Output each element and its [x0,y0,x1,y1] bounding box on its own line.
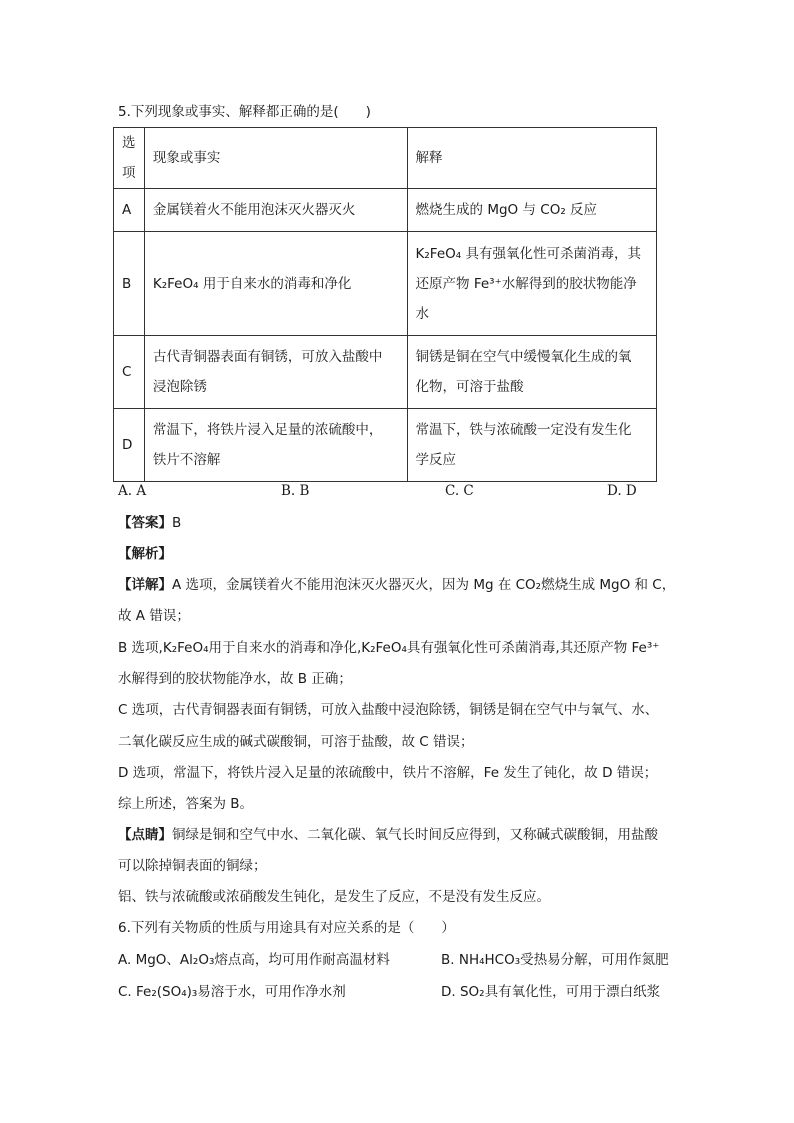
fact-line: 铁片不溶解 [152,452,221,468]
table-cell-key: B [114,232,145,336]
table-cell-fact [144,336,407,409]
fact-line: 浸泡除锈 [152,379,207,395]
table-cell-explain [407,232,656,336]
answer-label: 【答案】 [118,515,172,531]
table-cell-explain [407,336,656,409]
option-a: A. A [118,483,147,499]
detail-line: 二氧化碳反应生成的碱式碳酸铜，可溶于盐酸，故 C 错误； [118,734,474,750]
fact-line: 常温下，将铁片浸入足量的浓硫酸中， [152,422,383,438]
table-cell-explain: 燃烧生成的 MgO 与 CO₂ 反应 [407,189,656,232]
explain-line: 学反应 [415,452,457,468]
table-cell-fact: K₂FeO₄ 用于自来水的消毒和净化 [144,232,407,336]
explain-line: 化物，可溶于盐酸 [415,379,524,395]
table-header-row [114,128,657,189]
explain-line: K₂FeO₄ 具有强氧化性可杀菌消毒，其 [415,245,641,262]
detail-line: C 选项，古代青铜器表面有铜锈，可放入盐酸中浸泡除锈，铜锈是铜在空气中与氧气、水、 [118,702,659,718]
option-c: C. C [445,483,474,499]
question-6-title: 6.下列有关物质的性质与用途具有对应关系的是（ ） [118,920,455,936]
point-line [118,825,658,845]
table-header-cell: 选项 [114,128,145,189]
table-row [114,232,657,336]
question-5-title: 5.下列现象或事实、解释都正确的是( ) [118,104,371,120]
table-cell-fact: 金属镁着火不能用泡沫灭火器灭火 [144,189,407,232]
detail-label: 【详解】 [118,577,172,593]
table-cell-fact [144,409,407,482]
q6-option-a: A. MgO、Al₂O₃熔点高，均可用作耐高温材料 [118,952,390,968]
table-cell-explain [407,409,656,482]
table-cell-key: A [114,189,145,232]
point-line: 可以除掉铜表面的铜绿； [118,858,267,874]
explain-line: 还原产物 Fe³⁺水解得到的胶状物能净 [415,275,637,292]
detail-line: D 选项，常温下，将铁片浸入足量的浓硫酸中，铁片不溶解，Fe 发生了钝化，故 D 错误； [118,765,658,781]
detail-line: 故 A 错误； [118,608,190,624]
table-header-cell: 解释 [407,128,656,189]
point-line: 铝、铁与浓硫酸或浓硝酸发生钝化，是发生了反应，不是没有发生反应。 [118,889,550,905]
table-row [114,189,657,232]
fact-line: 古代青铜器表面有铜锈，可放入盐酸中 [152,349,383,365]
table-row [114,409,657,482]
detail-text: A 选项，金属镁着火不能用泡沫灭火器灭火，因为 Mg 在 CO₂燃烧生成 MgO 和 C， [172,577,676,593]
table-cell-key: D [114,409,145,482]
q6-option-c: C. Fe₂(SO₄)₃易溶于水，可用作净水剂 [118,984,346,1000]
option-d: D. D [607,483,637,499]
detail-line [118,575,675,595]
answer-value: B [172,515,182,531]
table-row [114,336,657,409]
table-header-cell: 现象或事实 [144,128,407,189]
point-label: 【点睛】 [118,827,172,843]
question-5-table [113,127,657,482]
q6-option-d: D. SO₂具有氧化性，可用于漂白纸浆 [441,984,661,1000]
detail-line: 水解得到的胶状物能净水，故 B 正确； [118,671,352,687]
explain-line: 常温下，铁与浓硫酸一定没有发生化 [415,422,632,438]
point-text: 铜绿是铜和空气中水、二氧化碳、氧气长时间反应得到，又称碱式碳酸铜，用盐酸 [172,827,658,843]
q6-option-b: B. NH₄HCO₃受热易分解，可用作氮肥 [441,952,669,968]
explain-line: 水 [415,305,430,322]
option-b: B. B [281,483,310,499]
detail-line: 综上所述，答案为 B。 [118,796,254,812]
answer-line [118,513,181,533]
detail-line: B 选项,K₂FeO₄用于自来水的消毒和净化,K₂FeO₄具有强氧化性可杀菌消毒,其还原产物 Fe³⁺ [118,640,660,656]
table-cell-key: C [114,336,145,409]
explain-line: 铜锈是铜在空气中缓慢氧化生成的氧 [415,349,632,365]
analysis-label: 【解析】 [118,546,172,562]
